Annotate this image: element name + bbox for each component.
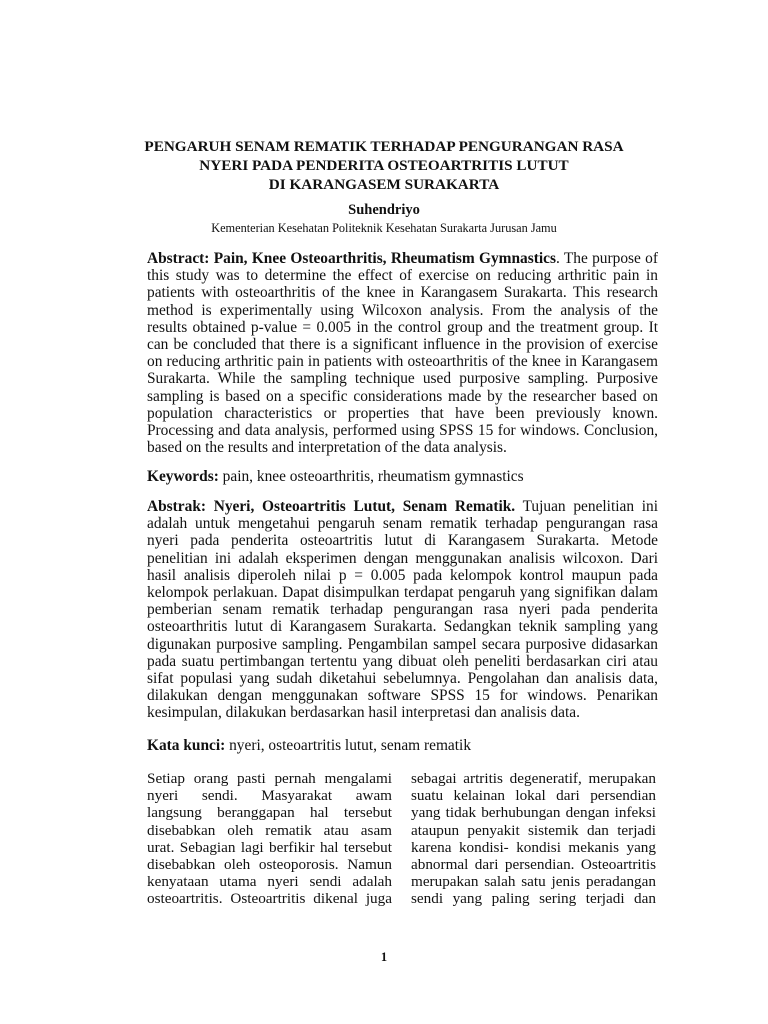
abstract-indonesian [147, 498, 658, 722]
abstract-english [147, 250, 658, 456]
body-line: suatu kelainan lokal dari persendian [411, 787, 656, 805]
body-line: sebagai artritis degeneratif, merupakan [411, 770, 656, 787]
body-line: merupakan salah satu jenis peradangan [411, 873, 656, 891]
body-line: disebabkan oleh rematik atau asam [147, 821, 392, 839]
body-line: urat. Sebagian lagi berfikir hal tersebut [147, 838, 392, 856]
kata-kunci-text: nyeri, osteoartritis lutut, senam rematik [225, 737, 472, 754]
body-line: nyeri sendi. Masyarakat awam [147, 787, 392, 805]
body-column-right [411, 770, 656, 908]
abstract-indonesian-text: Tujuan penelitian ini adalah untuk mengetahui pengaruh senam rematik terhadap pengurangan rasa nyeri pada penderita osteoartritis lutut di Karangasem Surakarta. Metode penelitian ini adalah eksperimen dengan menggunakan analisis wilcoxon. Dari hasil analisis diperoleh nilai p = 0.005 pada kelompok kontrol maupun pada kelompok perlakuan. Dapat disimpulkan terdapat pengaruh yang signifikan dalam pemberian senam rematik terhadap pengurangan rasa nyeri pada penderita osteoarthritis lutut di Karangasem Surakarta. Sedangkan teknik sampling yang digunakan purposive sampling. Pengambilan sampel secara purposive didasarkan pada suatu pertimbangan tertentu yang dibuat oleh peneliti berdasarkan ciri atau sifat populasi yang sudah diketahui sebelumnya. Pengolahan dan analisis data, dilakukan dengan menggunakan software SPSS 15 for windows. Penarikan kesimpulan, dilakukan berdasarkan hasil interpretasi dan analisis data. [147, 498, 658, 722]
body-line: karena kondisi- kondisi mekanis yang [411, 838, 656, 856]
author-name: Suhendriyo [348, 202, 420, 218]
abstract-english-text: . The purpose of this study was to determine the effect of exercise on reducing arthritic pain in patients with osteoarthritis of the knee in Karangasem Surakarta. This research method is experimentally using Wilcoxon analysis. From the analysis of the results obtained p-value = 0.005 in the control group and the treatment group. It can be concluded that there is a significant influence in the provision of exercise on reducing arthritic pain in patients with osteoarthritis of the knee in Karangasem Surakarta. While the sampling technique used purposive sampling. Purposive sampling is based on a specific considerations made by the researcher based on population characteristics or properties that have been previously known. Processing and data analysis, performed using SPSS 15 for windows. Conclusion, based on the results and interpretation of the data analysis. [147, 250, 658, 457]
keywords-text: pain, knee osteoarthritis, rheumatism gymnastics [218, 468, 524, 485]
body-line: abnormal dari persendian. Osteoartritis [411, 856, 656, 874]
abstract-english-label: Abstract: Pain, Knee Osteoarthritis, Rheumatism Gymnastics [147, 250, 556, 267]
keywords-label: Keywords: [147, 468, 219, 485]
body-line: kenyataan utama nyeri sendi adalah [147, 873, 392, 891]
body-line: sendi yang paling sering terjadi dan [411, 890, 656, 908]
title-line: NYERI PADA PENDERITA OSTEOARTRITIS LUTUT [199, 157, 569, 174]
keywords [147, 468, 658, 485]
page-number: 1 [380, 950, 388, 964]
body-line: osteoartritis. Osteoartritis dikenal juga [147, 890, 392, 908]
body-line: ataupun penyakit sistemik dan terjadi [411, 821, 656, 839]
author-affiliation: Kementerian Kesehatan Politeknik Kesehatan Surakarta Jurusan Jamu [211, 221, 557, 235]
abstract-indonesian-label: Abstrak: Nyeri, Osteoartritis Lutut, Senam Rematik. [147, 498, 516, 515]
title-line: PENGARUH SENAM REMATIK TERHADAP PENGURANGAN RASA [144, 138, 624, 155]
title-line: DI KARANGASEM SURAKARTA [268, 176, 500, 193]
body-line: langsung beranggapan hal tersebut [147, 804, 392, 822]
kata-kunci [147, 737, 658, 754]
kata-kunci-label: Kata kunci: [147, 737, 226, 754]
body-column-left [147, 770, 392, 908]
body-line: disebabkan oleh osteoporosis. Namun [147, 856, 392, 874]
paper-title [120, 137, 648, 194]
body-line: yang tidak berhubungan dengan infeksi [411, 804, 656, 822]
body-line: Setiap orang pasti pernah mengalami [147, 770, 392, 787]
